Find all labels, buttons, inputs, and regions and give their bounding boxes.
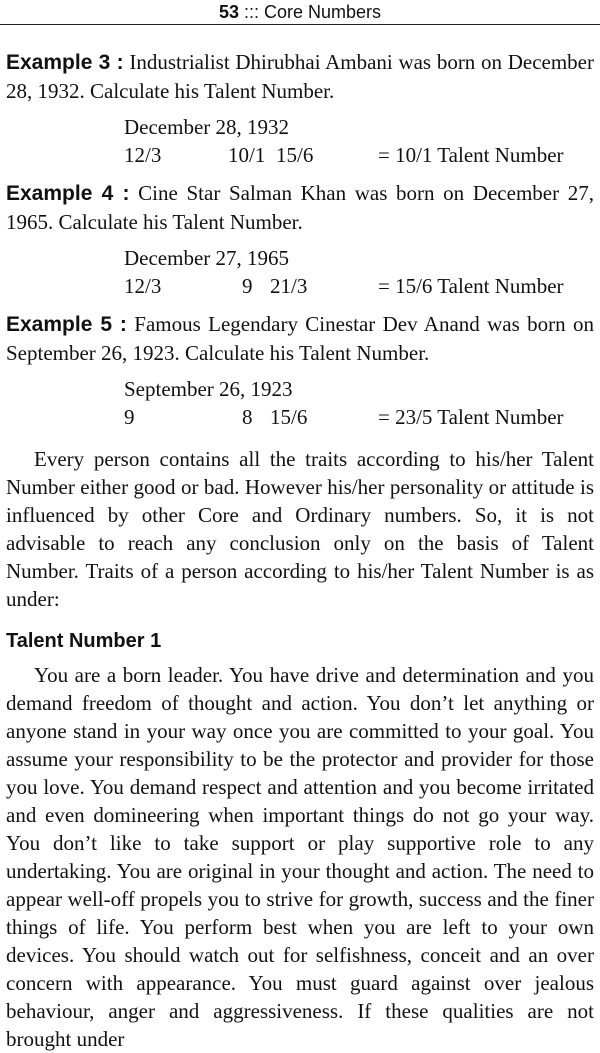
birth-date: December 27, 1965 [124,246,290,270]
section-body: You are a born leader. You have drive and determination and you demand freedom of thought and action. You don’t let anything or anyone stand in your way once you are committed to your goal. You assume your responsibility to be the protector and provider for those you love. You demand respect and attention and you become irritated and even domineering when important things do not go your way. You don’t like to take support or play supportive role to any undertaking. You are original in your thought and action. The need to appear well-off propels you to strive for growth, success and the finer things of life. You perform best when you are left to your own devices. You should watch out for selfishness, conceit and an over concern with appearance. You must guard against over jealous behaviour, anger and aggressiveness. If these qualities are not brought under [6,663,594,1051]
year-value: 15/6 [270,405,308,429]
talent-result: = 10/1 Talent Number [378,143,564,167]
calculation-block [124,244,594,300]
year-value: 21/3 [270,274,308,298]
section-heading: Talent Number 1 [6,630,162,652]
month-value: 9 [124,405,135,429]
calculation-block [124,375,594,431]
talent-result: = 23/5 Talent Number [378,405,564,429]
example-text: Famous Legendary Cinestar Dev Anand was born on September 26, 1923. Calculate his Talent Number. [6,312,594,365]
day-value: 10/1 [228,143,266,167]
example-3 [6,48,594,105]
page-content [6,48,594,1053]
intro-paragraph: Every person contains all the traits according to his/her Talent Number either good or bad. However his/her personality or attitude is influenced by other Core and Ordinary numbers. So, it is not advisable to reach any conclusion only on the basis of Talent Number. Traits of a person according to his/her Talent Number is as under: [6,447,594,611]
example-5 [6,310,594,367]
birth-date: December 28, 1932 [124,115,290,139]
year-value: 15/6 [276,143,314,167]
example-label: Example 3 : [6,51,124,74]
example-label: Example 4 : [6,182,130,205]
example-4 [6,179,594,236]
month-value: 12/3 [124,274,162,298]
running-header [0,0,600,25]
example-label: Example 5 : [6,313,127,336]
page-number: 53 [218,2,239,22]
day-value: 8 [242,405,253,429]
header-separator: ::: [243,2,259,22]
day-value: 9 [242,274,253,298]
example-text: Cine Star Salman Khan was born on December 27, 1965. Calculate his Talent Number. [6,181,594,234]
month-value: 12/3 [124,143,162,167]
birth-date: September 26, 1923 [124,377,293,401]
talent-result: = 15/6 Talent Number [378,274,564,298]
calculation-block [124,113,594,169]
example-text: Industrialist Dhirubhai Ambani was born on December 28, 1932. Calculate his Talent Number. [6,50,594,103]
header-section-title: Core Numbers [264,2,382,22]
